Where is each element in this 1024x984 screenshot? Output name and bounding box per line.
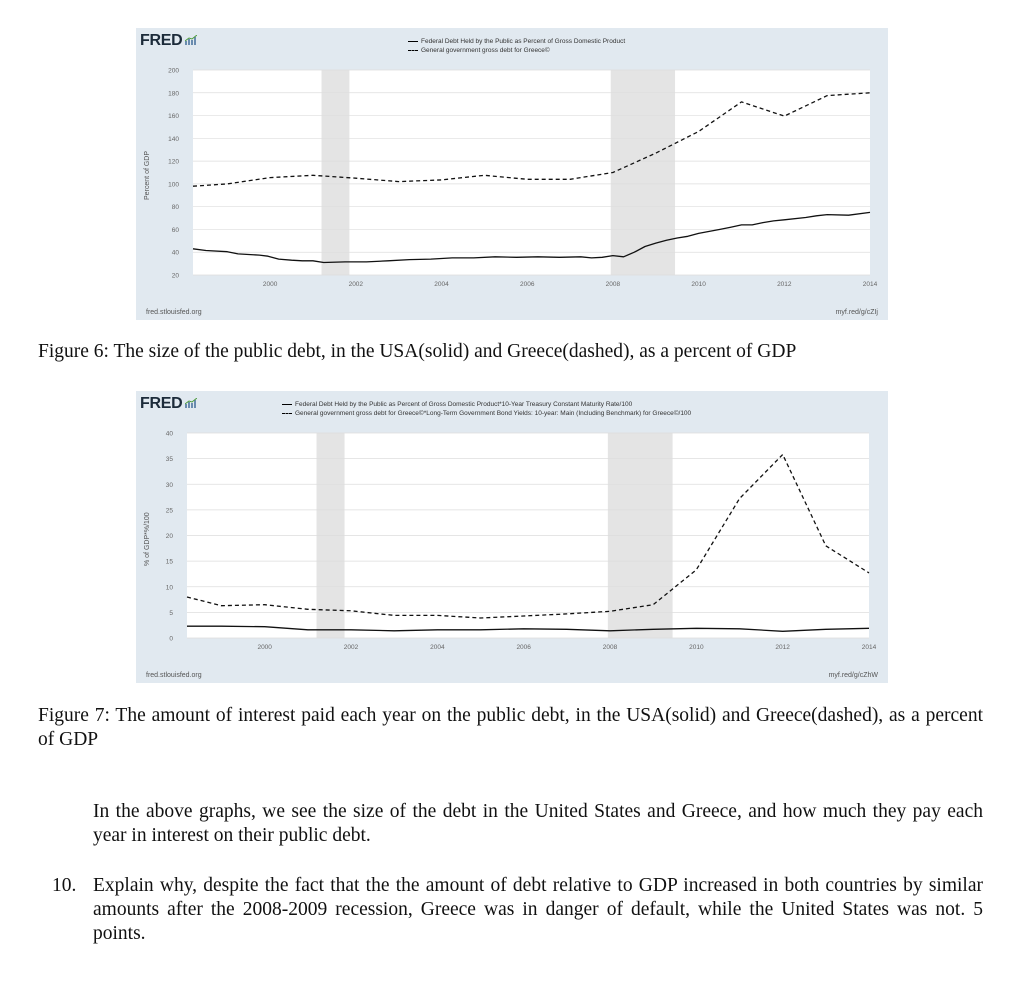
y-tick-label: 20 <box>165 533 173 540</box>
x-tick-label: 2010 <box>689 644 704 651</box>
y-tick-label: 30 <box>165 481 173 489</box>
plot-area <box>193 70 870 275</box>
y-tick-label: 40 <box>165 430 173 438</box>
x-tick-label: 2006 <box>519 281 535 288</box>
y-axis-title: % of GDP*%/100 <box>144 512 151 566</box>
short-link: myf.red/g/cZIj <box>835 309 878 316</box>
legend-item-greece: General government gross debt for Greece© <box>408 46 625 55</box>
fred-logo: FRED <box>140 395 197 413</box>
question-text: Explain why, despite the fact that the the amount of debt relative to GDP increased in both countries by similar amounts after the 2008-2009 recession, Greece was in danger of default, while the United States was not. 5 points. <box>93 875 983 944</box>
y-tick-label: 120 <box>168 158 179 166</box>
x-tick-label: 2006 <box>516 644 531 651</box>
figure7-caption: Figure 7: The amount of interest paid each year on the public debt, in the USA(solid) and Greece(dashed), as a percent of GDP <box>38 705 983 750</box>
y-tick-label: 10 <box>165 584 173 592</box>
legend-item-usa: Federal Debt Held by the Public as Percent of Gross Domestic Product*10-Year Treasury Constant Maturity Rate/100 <box>282 400 691 409</box>
figure6-caption: Figure 6: The size of the public debt, in the USA(solid) and Greece(dashed), as a percent of GDP <box>38 341 797 362</box>
legend-item-usa: Federal Debt Held by the Public as Percent of Gross Domestic Product <box>408 37 625 46</box>
y-tick-label: 5 <box>169 609 173 617</box>
x-tick-label: 2000 <box>262 281 278 288</box>
figure6-chart <box>136 28 888 320</box>
y-tick-label: 25 <box>165 507 173 515</box>
source-credit: fred.stlouisfed.org <box>146 672 202 679</box>
y-tick-label: 40 <box>171 249 179 257</box>
y-tick-label: 160 <box>168 113 179 121</box>
y-tick-label: 35 <box>165 456 173 464</box>
x-tick-label: 2000 <box>257 644 272 651</box>
x-tick-label: 2002 <box>348 281 364 288</box>
x-tick-label: 2012 <box>775 644 790 651</box>
x-tick-label: 2008 <box>605 281 621 288</box>
x-tick-label: 2014 <box>862 281 878 288</box>
x-tick-label: 2004 <box>430 644 445 651</box>
x-tick-label: 2014 <box>861 644 877 651</box>
y-tick-label: 80 <box>171 204 179 212</box>
x-tick-label: 2010 <box>691 281 706 288</box>
y-tick-label: 140 <box>168 135 179 143</box>
y-tick-label: 200 <box>168 67 179 75</box>
figure7-chart <box>136 391 888 683</box>
source-credit: fred.stlouisfed.org <box>146 309 202 316</box>
y-tick-label: 20 <box>171 272 179 280</box>
recession-shading <box>611 70 675 275</box>
legend-item-greece: General government gross debt for Greece©*Long-Term Government Bond Yields: 10-year: Main (Including Benchmark) for Greece©/100 <box>282 409 691 418</box>
figure6-plot <box>136 28 888 320</box>
y-tick-label: 180 <box>168 90 179 98</box>
y-axis-title: Percent of GDP <box>144 150 151 200</box>
y-tick-label: 15 <box>165 558 173 566</box>
y-tick-label: 0 <box>169 635 173 643</box>
fred-logo: FRED <box>140 32 197 50</box>
question-number: 10. <box>52 875 77 896</box>
x-tick-label: 2002 <box>343 644 359 651</box>
figure7-plot <box>136 391 888 683</box>
y-tick-label: 100 <box>168 181 179 189</box>
x-tick-label: 2008 <box>602 644 618 651</box>
body-paragraph: In the above graphs, we see the size of the debt in the United States and Greece, and how much they pay each year in interest on their public debt. <box>93 801 983 846</box>
recession-shading <box>322 70 350 275</box>
x-tick-label: 2012 <box>777 281 792 288</box>
short-link: myf.red/g/cZhW <box>828 672 878 679</box>
x-tick-label: 2004 <box>434 281 449 288</box>
y-tick-label: 60 <box>171 226 179 234</box>
